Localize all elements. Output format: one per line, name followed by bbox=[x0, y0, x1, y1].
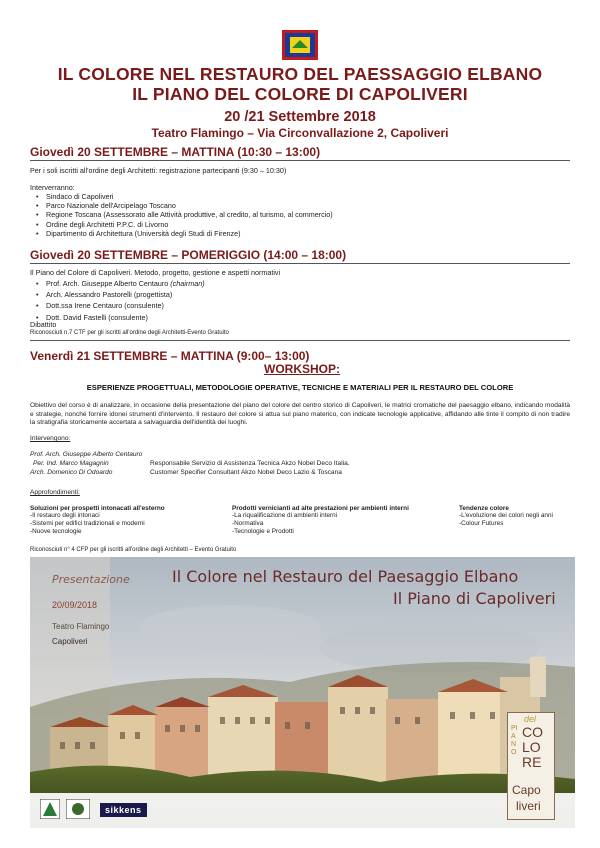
session1-speakers-label: Interverranno: bbox=[30, 183, 75, 192]
page-title: IL COLORE NEL RESTAURO DEL PAESSAGGIO ELBANO bbox=[57, 64, 543, 84]
list-item: -Il restauro degli intonaci bbox=[30, 512, 100, 519]
presentation-venue: Teatro Flamingo bbox=[52, 622, 110, 631]
list-item: • Parco Nazionale dell'Arcipelago Toscano bbox=[46, 201, 333, 210]
intervengono-name: Per. Ind. Marco Magagnin bbox=[33, 460, 109, 467]
presentation-date: 20/09/2018 bbox=[52, 600, 98, 610]
divider bbox=[30, 263, 570, 264]
list-item: -Tecnologie e Prodotti bbox=[232, 528, 294, 536]
session2-heading: Giovedì 20 SETTEMBRE – POMERIGGIO (14:00 – 18:00) bbox=[30, 248, 347, 262]
list-item: -Colour Futures bbox=[459, 520, 504, 528]
poster-title: Il Colore nel Restauro del Paesaggio Elbano bbox=[172, 567, 519, 586]
session2-speakers-list bbox=[30, 279, 205, 322]
presentation-label: Presentazione bbox=[52, 573, 130, 586]
session1-heading: Giovedì 20 SETTEMBRE – MATTINA (10:30 – 13:00) bbox=[30, 145, 321, 159]
event-venue: Teatro Flamingo – Via Circonvallazione 2, Capoliveri bbox=[151, 126, 449, 140]
intervengono-name: Prof. Arch. Giuseppe Alberto Centauro bbox=[30, 451, 143, 458]
approfondimenti-label: Approfondimenti: bbox=[30, 489, 80, 496]
municipality-logo-icon bbox=[40, 799, 60, 819]
list-item: • Ordine degli Architetti P.P.C. di Livorno bbox=[46, 220, 333, 229]
coat-of-arms-icon bbox=[282, 30, 318, 60]
intervengono-label: Intervengono: bbox=[30, 435, 71, 442]
intervengono-name: Arch. Domenico Di Odoardo bbox=[30, 469, 113, 476]
park-logo-icon bbox=[66, 799, 90, 819]
list-item: • Regione Toscana (Assessorato alle Attività produttive, al credito, al turismo, al commercio) bbox=[46, 210, 333, 219]
page-subtitle: IL PIANO DEL COLORE DI CAPOLIVERI bbox=[132, 84, 468, 104]
piano-colore-logo: del PIANO CO LO RE Capo liveri bbox=[507, 712, 555, 820]
session1-speakers-list bbox=[30, 192, 333, 238]
divider bbox=[30, 160, 570, 161]
column-heading: Soluzioni per prospetti intonacati all'esterno bbox=[30, 505, 165, 512]
presentation-box bbox=[52, 573, 130, 646]
session2-credits: Riconosciuti n.7 CTF per gli iscritti all'ordine degli Architetti-Evento Gratuito bbox=[30, 330, 229, 336]
list-item: • Dott. David Fastelli (consulente) bbox=[46, 313, 205, 322]
intervengono-role: Customer Specifier Consultant Akzo Nobel Deco Lazio & Toscana bbox=[150, 469, 342, 476]
list-item: • Dipartimento di Architettura (Università degli Studi di Firenze) bbox=[46, 229, 333, 238]
column-interni bbox=[232, 505, 452, 537]
list-item: -Nuove tecnologie bbox=[30, 528, 82, 536]
column-heading: Tendenze colore bbox=[459, 505, 509, 512]
presentation-city: Capoliveri bbox=[52, 637, 88, 646]
column-tendenze bbox=[459, 505, 579, 528]
intervengono-role: Responsabile Servizio di Assistenza Tecnica Akzo Nobel Deco Italia. bbox=[150, 460, 350, 467]
column-heading: Prodotti vernicianti ad alte prestazioni per ambienti interni bbox=[232, 505, 409, 512]
session1-registration: Per i soli iscritti all'ordine degli Architetti: registrazione partecipanti (9:30 – 10:30) bbox=[30, 166, 287, 175]
workshop-paragraph: Obiettivo del corso è di analizzare, in occasione della presentazione del piano del colore del centro storico di Capoliveri, le matrici cromatiche del paesaggio elbano, indicando modalità e strategie, nonché fornire idonei strumenti d'intervento. Il restauro del colore si attua sul piano materico, con indicate tecnologie applicative, affidando alle tinte il compito di non tradire la stratigrafia storicamente accertata a salvaguardia dell'identità dei luoghi. bbox=[30, 402, 570, 427]
session3-heading: Venerdì 21 SETTEMBRE – MATTINA (9:00– 13:00) bbox=[30, 349, 310, 363]
list-item: -La riqualificazione di ambienti interni bbox=[232, 512, 338, 519]
workshop-subtitle: ESPERIENZE PROGETTUALI, METODOLOGIE OPERATIVE, TECNICHE E MATERIALI PER IL RESTAURO DEL COLORE bbox=[86, 383, 514, 392]
column-prospetti bbox=[30, 505, 220, 537]
session3-credits: Riconosciuti n° 4 CFP per gli iscritti all'ordine degli Architetti – Evento Gratuito bbox=[30, 547, 237, 553]
divider bbox=[30, 340, 570, 341]
list-item: • Arch. Alessandro Pastorelli (progettista) bbox=[46, 290, 205, 299]
poster-subtitle: Il Piano di Capoliveri bbox=[393, 589, 556, 608]
list-item: • Dott.ssa Irene Centauro (consulente) bbox=[46, 301, 205, 310]
list-item: -Sistemi per edifici tradizionali e moderni bbox=[30, 520, 145, 528]
event-dates: 20 /21 Settembre 2018 bbox=[224, 109, 376, 125]
workshop-label: WORKSHOP: bbox=[264, 362, 340, 376]
list-item: • Prof. Arch. Giuseppe Alberto Centauro (chairman) bbox=[46, 279, 205, 288]
list-item: • Sindaco di Capoliveri bbox=[46, 192, 333, 201]
dibattito-label: Dibattito bbox=[30, 320, 57, 329]
session2-intro: Il Piano del Colore di Capoliveri. Metodo, progetto, gestione e aspetti normativi bbox=[30, 268, 281, 277]
list-item: -L'evoluzione dei colori negli anni bbox=[459, 512, 553, 519]
sikkens-logo: sikkens bbox=[100, 803, 147, 817]
list-item: -Normativa bbox=[232, 520, 264, 528]
